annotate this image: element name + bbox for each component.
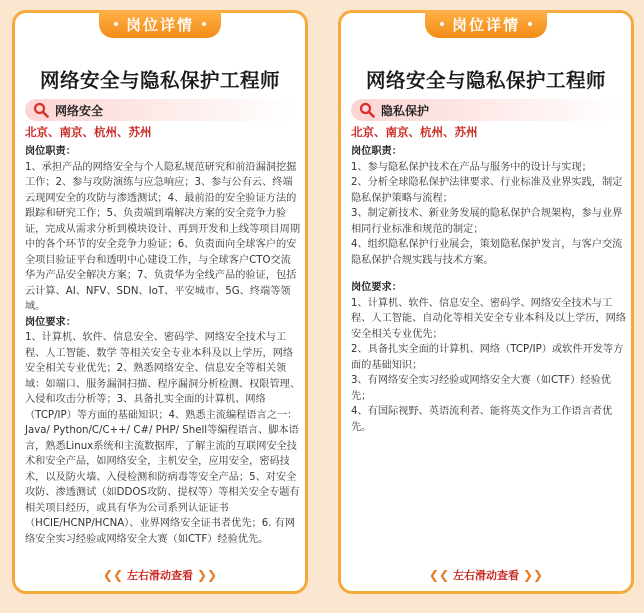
- section-gap: [351, 268, 627, 280]
- requirements-heading: 岗位要求：: [351, 282, 402, 293]
- duty-item: 1、参与隐私保护技术在产品与服务中的设计与实现；: [351, 161, 592, 173]
- tab-label: 岗位详情: [451, 15, 520, 34]
- chevron-right-icon: ❯❯: [197, 568, 218, 582]
- category-label: 隐私保护: [381, 103, 430, 118]
- chevron-right-icon: ❯❯: [523, 568, 544, 582]
- swipe-hint[interactable]: [341, 567, 631, 583]
- search-icon: [33, 102, 49, 118]
- category-bar: [351, 99, 623, 121]
- requirements-heading: 岗位要求：: [25, 316, 76, 328]
- chevron-left-icon: ❮❮: [102, 568, 123, 582]
- duties-heading: 岗位职责：: [25, 146, 76, 157]
- tab-dot-left: [440, 22, 444, 26]
- job-title: 网络安全与隐私保护工程师: [365, 69, 606, 92]
- chevron-left-icon: ❮❮: [428, 568, 449, 582]
- job-description: [351, 144, 627, 435]
- job-card-network-security: [12, 10, 308, 594]
- city-list: 北京、南京、杭州、苏州: [25, 125, 152, 139]
- job-card-privacy-protection: [338, 10, 634, 594]
- swipe-label: 左右滑动查看: [127, 569, 193, 582]
- duty-item: 2、分析全球隐私保护法律要求、行业标准及业界实践，制定隐私保护策略与流程；: [351, 177, 623, 204]
- tab-dot-right: [202, 22, 206, 26]
- tab-label: 岗位详情: [125, 15, 194, 34]
- card-tab: [99, 10, 221, 38]
- category-label: 网络安全: [55, 103, 104, 118]
- card-tab: [425, 10, 547, 38]
- swipe-hint[interactable]: [15, 567, 305, 583]
- duty-item: 4、组织隐私保护行业展会，策划隐私保护发言，与客户交流隐私保护合规实践与技术方案。: [351, 239, 623, 266]
- requirement-item: 3、有网络安全实习经验或网络安全大赛（如CTF）经验优先；: [351, 375, 611, 402]
- requirement-item: 4、有国际视野、英语流利者、能将英文作为工作语言者优先。: [351, 406, 613, 433]
- duties-heading: 岗位职责：: [351, 146, 402, 157]
- tab-dot-right: [528, 22, 532, 26]
- city-list: 北京、南京、杭州、苏州: [351, 125, 478, 139]
- search-icon: [359, 102, 375, 118]
- requirement-item: 2、具备扎实全面的计算机、网络（TCP/IP）或软件开发等方面的基础知识；: [351, 344, 624, 371]
- requirements-text: 1、计算机、软件、信息安全、密码学、网络安全技术与工程、人工智能、数学 等相关安全专业本科及以上学历，网络安全相关专业优先；2、熟悉网络安全、信息安全等相关领域：如端口、服务漏洞扫描、程序漏洞分析检测、权限管理、入侵和攻击分析等；3、具备扎实全面的计算机、网络（TCP/IP）等方面的基础知识；4、熟悉主流编程语言之一：Java/ Python/C/C++/ C#/ PHP/ Shell等编程语言、脚本语言，熟悉Linux系统和主流数据库，了解主流的互联网安全技术和安全产品，如网络安全，主机安全，应用安全，密码技术，以及防火墙、入侵检测和防病毒等安全产品；5、对安全攻防、渗透测试（如DDOS攻防、提权等）等相关安全专题有相关项目经历，或具有华为公司系列认证证书（HCIE/HCNP/HCNA）、业界网络安全证书者优先；6. 有网络安全实习经验或网络安全大赛（如CTF）经验优先。: [25, 332, 301, 545]
- category-bar: [25, 99, 297, 121]
- tab-dot-left: [114, 22, 118, 26]
- duty-item: 3、制定新技术、新业务发展的隐私保护合规架构，参与业界相同行业标准和规范的制定；: [351, 208, 623, 235]
- requirement-item: 1、计算机、软件、信息安全、密码学、网络安全技术与工程、人工智能、自动化等相关安全专业本科及以上学历，网络安全相关专业优先；: [351, 297, 627, 340]
- duties-text: 1、承担产品的网络安全与个人隐私规范研究和前沿漏洞挖掘工作；2、参与攻防演练与应急响应；3、参与公有云、终端云现网安全的攻防与渗透测试；4、最前沿的安全验证方法的跟踪和研究工作；5、负责端到端解决方案的安全竞争力验证，完成从需求分析到模块设计、再到开发和上线等项目周期中的各个环节的安全竞争力验证；6、负责面向全球客户的安全项目验证平台和透明中心建设工作，与全球客户CTO交流华为产品安全解决方案；7、负责华为全线产品的验证，包括云计算、AI、NFV、SDN、IoT、平安城市、5G、终端等领域。: [25, 161, 301, 312]
- job-description: [25, 144, 301, 547]
- job-title: 网络安全与隐私保护工程师: [39, 69, 280, 92]
- swipe-label: 左右滑动查看: [453, 569, 519, 582]
